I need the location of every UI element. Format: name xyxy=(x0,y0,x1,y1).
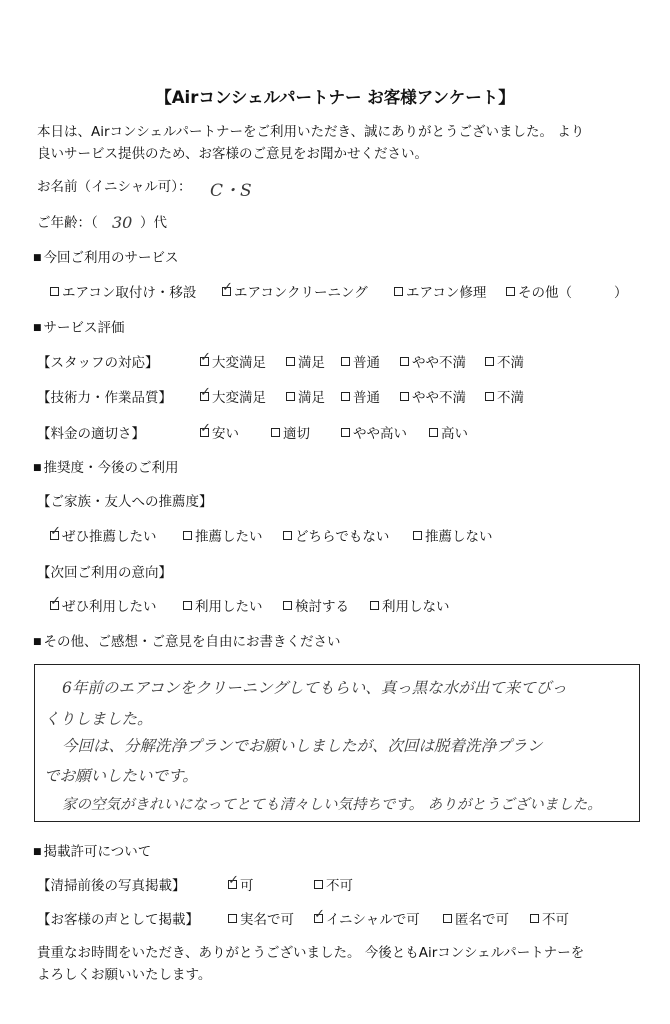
eval-price-cheap[interactable]: ✓ 安い xyxy=(200,428,239,442)
comment-line-2: くりしました。 xyxy=(44,710,153,728)
checkbox-icon xyxy=(429,428,438,437)
checkbox-icon xyxy=(341,392,350,401)
checkbox-icon xyxy=(530,914,539,923)
comments-heading: ■ その他、ご感想・ご意見を自由にお書きください xyxy=(33,636,341,650)
eval-staff-label: 【スタッフの対応】 xyxy=(37,355,159,371)
next-use-consider[interactable]: 検討する xyxy=(283,601,349,615)
checked-checkbox-icon xyxy=(314,914,323,923)
next-use-label: 【次回ご利用の意向】 xyxy=(37,565,172,581)
eval-tech-very-satisfied[interactable]: ✓ 大変満足 xyxy=(200,392,266,406)
age-suffix: ）代 xyxy=(140,215,167,231)
closing-line-2: よろしくお願いいたします。 xyxy=(37,967,212,983)
permission-photo-deny[interactable]: 不可 xyxy=(314,880,353,894)
checkbox-icon xyxy=(485,357,494,366)
age-value: 30 xyxy=(112,213,133,232)
eval-tech-label: 【技術力・作業品質】 xyxy=(37,390,172,406)
checkbox-icon xyxy=(183,601,192,610)
permission-voice-initials[interactable]: ✓ イニシャルで可 xyxy=(314,914,420,928)
service-other-close: ） xyxy=(614,285,628,301)
eval-price-somewhat-high[interactable]: やや高い xyxy=(341,428,407,442)
permission-voice-realname[interactable]: 実名で可 xyxy=(228,914,294,928)
checked-checkbox-icon xyxy=(200,357,209,366)
next-use-yes[interactable]: 利用したい xyxy=(183,601,263,615)
age-label: ご年齢：（ xyxy=(37,215,98,231)
comment-line-1: 6年前のエアコンをクリーニングしてもらい、真っ黒な水が出て来てびっ xyxy=(62,679,567,697)
next-use-no[interactable]: 利用しない xyxy=(370,601,450,615)
recommend-family-label: 【ご家族・友人への推薦度】 xyxy=(37,494,213,510)
comment-line-3: 今回は、分解洗浄プランでお願いしましたが、次回は脱着洗浄プラン xyxy=(62,737,543,755)
checked-checkbox-icon xyxy=(222,287,231,296)
eval-price-appropriate[interactable]: 適切 xyxy=(271,428,310,442)
checkbox-icon xyxy=(183,531,192,540)
checked-checkbox-icon xyxy=(200,428,209,437)
name-value: C・S xyxy=(210,181,252,201)
eval-tech-unsatisfied[interactable]: 不満 xyxy=(485,392,524,406)
evaluation-heading: ■ サービス評価 xyxy=(33,322,125,336)
recommend-neutral[interactable]: どちらでもない xyxy=(283,531,389,545)
checkbox-icon xyxy=(400,392,409,401)
checkbox-icon xyxy=(370,601,379,610)
eval-staff-satisfied[interactable]: 満足 xyxy=(286,357,325,371)
permission-heading: ■ 掲載許可について xyxy=(33,846,151,860)
checkbox-icon xyxy=(283,601,292,610)
closing-line-1: 貴重なお時間をいただき、ありがとうございました。 今後ともAirコンシェルパートナーを xyxy=(37,945,585,961)
recommend-yes[interactable]: 推薦したい xyxy=(183,531,263,545)
service-option-cleaning[interactable]: ✓ エアコンクリーニング xyxy=(222,287,368,301)
checkbox-icon xyxy=(314,880,323,889)
permission-photo-allow[interactable]: ✓ 可 xyxy=(228,880,254,894)
service-option-other[interactable]: その他（ xyxy=(506,287,572,301)
recommend-no[interactable]: 推薦しない xyxy=(413,531,493,545)
checked-checkbox-icon xyxy=(50,601,59,610)
eval-price-label: 【料金の適切さ】 xyxy=(37,426,145,442)
checkbox-icon xyxy=(283,531,292,540)
service-option-repair[interactable]: エアコン修理 xyxy=(394,287,486,301)
checkbox-icon xyxy=(341,357,350,366)
checkbox-icon xyxy=(228,914,237,923)
eval-staff-normal[interactable]: 普通 xyxy=(341,357,380,371)
eval-tech-somewhat-unsatisfied[interactable]: やや不満 xyxy=(400,392,466,406)
checked-checkbox-icon xyxy=(228,880,237,889)
permission-voice-deny[interactable]: 不可 xyxy=(530,914,569,928)
services-heading: ■ 今回ご利用のサービス xyxy=(33,252,179,266)
comment-line-4: でお願いしたいです。 xyxy=(44,767,198,785)
checkbox-icon xyxy=(413,531,422,540)
eval-staff-unsatisfied[interactable]: 不満 xyxy=(485,357,524,371)
permission-voice-label: 【お客様の声として掲載】 xyxy=(37,912,199,928)
checkbox-icon xyxy=(286,392,295,401)
comment-line-5: 家の空気がきれいになってとても清々しい気持ちです。 ありがとうございました。 xyxy=(62,797,602,813)
checkbox-icon xyxy=(506,287,515,296)
checked-checkbox-icon xyxy=(200,392,209,401)
survey-title: 【Airコンシェルパートナー お客様アンケート】 xyxy=(155,88,515,107)
checkbox-icon xyxy=(400,357,409,366)
next-use-definitely[interactable]: ✓ぜひ利用したい xyxy=(50,601,157,615)
eval-tech-satisfied[interactable]: 満足 xyxy=(286,392,325,406)
permission-voice-anonymous[interactable]: 匿名で可 xyxy=(443,914,509,928)
checkbox-icon xyxy=(50,287,59,296)
checkbox-icon xyxy=(341,428,350,437)
eval-tech-normal[interactable]: 普通 xyxy=(341,392,380,406)
checked-checkbox-icon xyxy=(50,531,59,540)
recommend-definitely[interactable]: ✓ぜひ推薦したい xyxy=(50,531,157,545)
checkbox-icon xyxy=(286,357,295,366)
intro-line-1: 本日は、Airコンシェルパートナーをご利用いただき、誠にありがとうございました。 より xyxy=(37,124,585,140)
permission-photo-label: 【清掃前後の写真掲載】 xyxy=(37,878,186,894)
eval-staff-somewhat-unsatisfied[interactable]: やや不満 xyxy=(400,357,466,371)
checkbox-icon xyxy=(485,392,494,401)
checkbox-icon xyxy=(271,428,280,437)
eval-staff-very-satisfied[interactable]: ✓ 大変満足 xyxy=(200,357,266,371)
checkbox-icon xyxy=(394,287,403,296)
recommend-heading: ■ 推奨度・今後のご利用 xyxy=(33,462,179,476)
checkbox-icon xyxy=(443,914,452,923)
eval-price-high[interactable]: 高い xyxy=(429,428,468,442)
intro-line-2: 良いサービス提供のため、お客様のご意見をお聞かせください。 xyxy=(37,146,428,162)
service-option-install[interactable]: エアコン取付け・移設 xyxy=(50,287,196,301)
name-label: お名前（イニシャル可）： xyxy=(37,179,192,195)
